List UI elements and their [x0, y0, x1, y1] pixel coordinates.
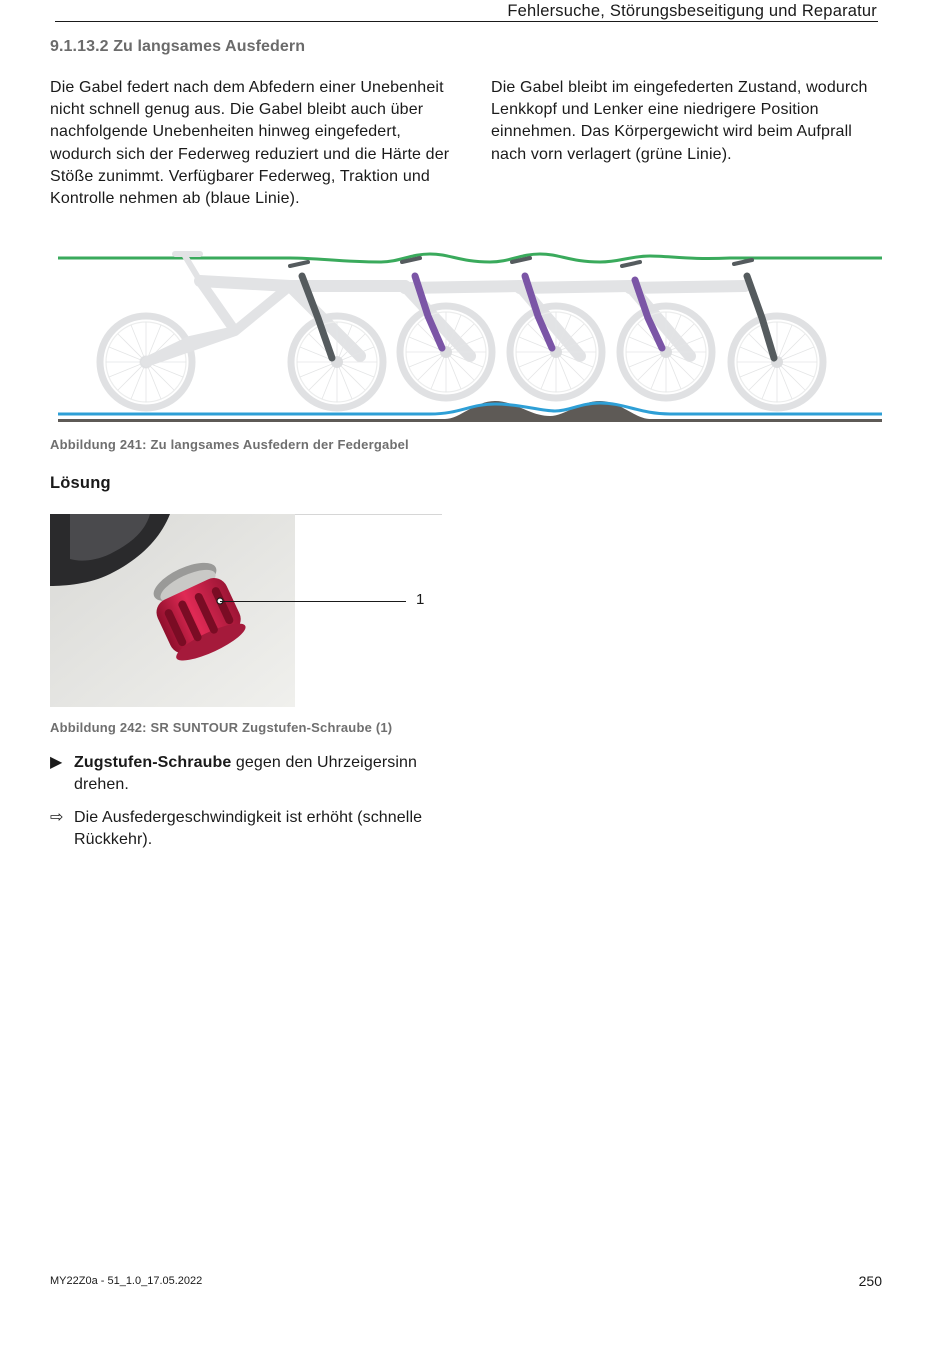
bike-1 [100, 254, 290, 408]
figure-slow-rebound-illustration [50, 246, 890, 426]
paragraph-right: Die Gabel bleibt im eingefederten Zustand, wodurch Lenkkopf und Lenker eine niedrigere Position einnehmen. Das Körpergewicht wird beim Aufprall nach vorn verlagert (grüne Linie). [491, 79, 868, 163]
callout-number: 1 [416, 591, 425, 608]
wheel-bike-5 [620, 306, 712, 398]
result-step [50, 807, 450, 851]
wheel-bike-2 [291, 316, 383, 408]
figure-rebound-knob-photo [50, 514, 295, 707]
wheel-bike-3 [400, 306, 492, 398]
figure-241-caption: Abbildung 241: Zu langsames Ausfedern der Federgabel [50, 437, 409, 452]
result-text: Die Ausfedergeschwindigkeit ist erhöht (schnelle Rückkehr). [74, 809, 423, 849]
step-text: gegen den Uhrzeigersinn drehen. [74, 754, 418, 794]
section-title: Zu langsames Ausfedern [113, 38, 306, 55]
callout-line [220, 601, 406, 602]
document-id: MY22Z0a - 51_1.0_17.05.2022 [50, 1275, 203, 1287]
solution-heading: Lösung [50, 474, 111, 492]
wheel-bike-4 [510, 306, 602, 398]
outline-arrow-right-icon: ⇨ [50, 809, 64, 826]
instruction-step [50, 752, 450, 796]
paragraph-left: Die Gabel federt nach dem Abfedern einer Unebenheit nicht schnell genug aus. Die Gabel bleibt auch über nachfolgende Unebenheiten hinweg eingefedert, wodurch sich der Federweg reduziert und die Härte der Stöße zunimmt. Verfügbarer Federweg, Traktion und Kontrolle nehmen ab (blaue Linie). [50, 79, 450, 208]
header-divider [55, 21, 878, 22]
figure-242-caption: Abbildung 242: SR SUNTOUR Zugstufen-Schraube (1) [50, 720, 393, 735]
triangle-right-icon: ▶ [50, 754, 63, 771]
section-number: 9.1.13.2 [50, 38, 109, 55]
step-bold-term: Zugstufen-Schraube [74, 754, 232, 771]
section-heading [50, 38, 305, 56]
page-number: 250 [858, 1273, 882, 1289]
wheel-bike-6 [731, 316, 823, 408]
chapter-title: Fehlersuche, Störungsbeseitigung und Reparatur [507, 2, 877, 20]
